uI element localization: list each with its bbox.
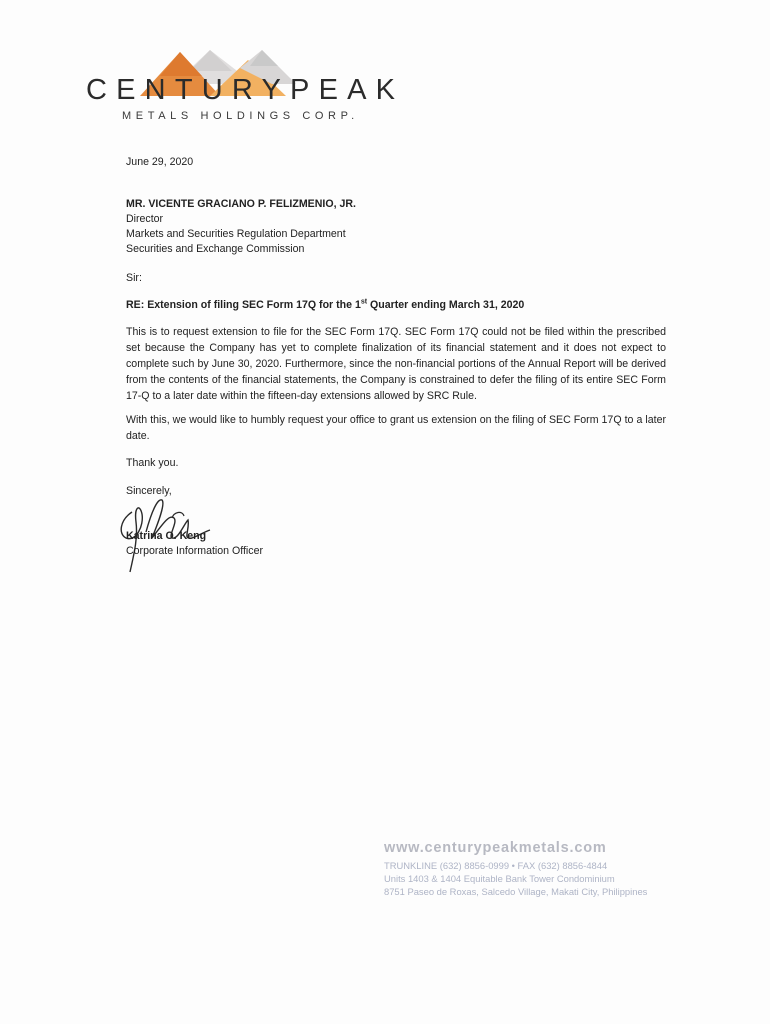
- footer-phone: TRUNKLINE (632) 8856-0999 • FAX (632) 8856-4844: [384, 860, 608, 871]
- subject-ordinal: st: [360, 298, 368, 306]
- body-paragraph-2: With this, we would like to humbly request your office to grant us extension on the filing of SEC Form 17Q to a later date.: [126, 414, 666, 442]
- company-logo: [82, 38, 405, 134]
- recipient-organization: Securities and Exchange Commission: [126, 243, 305, 255]
- thank-you: Thank you.: [126, 457, 179, 469]
- salutation: Sir:: [126, 272, 142, 284]
- company-subtitle: METALS HOLDINGS CORP.: [122, 110, 359, 122]
- subject-text-start: RE: Extension of filing SEC Form 17Q for the 1: [126, 299, 361, 311]
- company-name: CENTURYPEAK: [86, 74, 405, 106]
- subject-line: [126, 297, 524, 313]
- signatory-name: Katrina O. Keng: [126, 530, 207, 542]
- letter-date: June 29, 2020: [126, 156, 194, 168]
- closing: Sincerely,: [126, 485, 172, 497]
- subject-text-end: Quarter ending March 31, 2020: [367, 299, 525, 311]
- footer-address-2: 8751 Paseo de Roxas, Salcedo Village, Makati City, Philippines: [384, 886, 648, 897]
- signatory-title: Corporate Information Officer: [126, 545, 263, 557]
- recipient-title: Director: [126, 213, 164, 225]
- footer-website: www.centurypeakmetals.com: [384, 840, 607, 856]
- recipient-department: Markets and Securities Regulation Department: [126, 228, 346, 240]
- body-paragraph-1: This is to request extension to file for the SEC Form 17Q. SEC Form 17Q could not be filed within the prescribed set because the Company has yet to complete finalization of its financial statement and it does not expect to complete such by June 30, 2020. Furthermore, since the non-financial portions of the Annual Report will be derived from the contents of the financial statements, the Company is constrained to defer the filing of its entire SEC Form 17-Q to a later date within the fifteen-day extensions allowed by SRC Rule.: [126, 326, 666, 402]
- recipient-name: MR. VICENTE GRACIANO P. FELIZMENIO, JR.: [126, 198, 356, 210]
- footer-address-1: Units 1403 & 1404 Equitable Bank Tower Condominium: [384, 873, 615, 884]
